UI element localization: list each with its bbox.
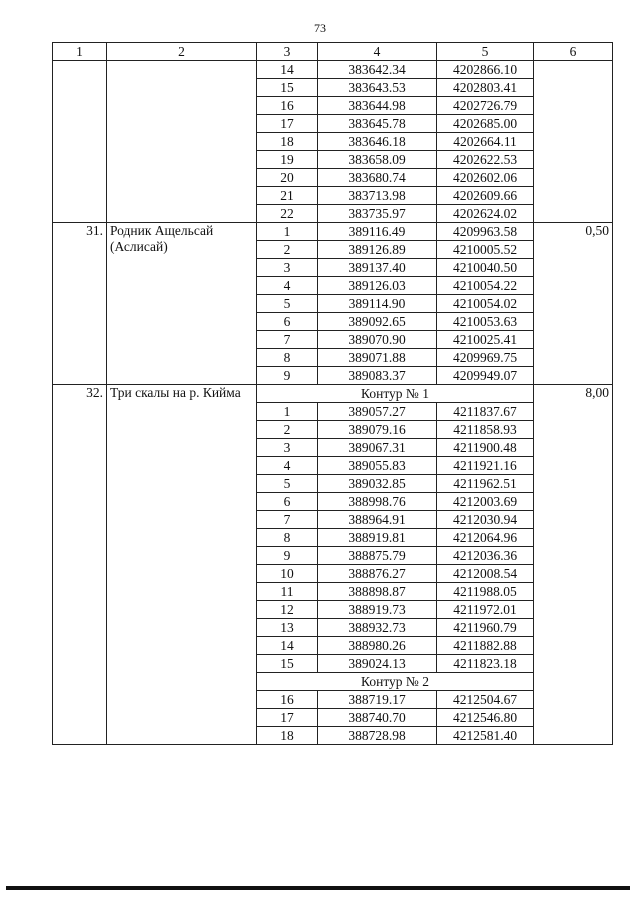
table-row xyxy=(53,223,613,241)
point-number: 2 xyxy=(257,421,318,439)
coordinate-y: 4202664.11 xyxy=(437,133,534,151)
coordinate-x: 389055.83 xyxy=(318,457,437,475)
page-number: 73 xyxy=(314,21,326,35)
coordinate-x: 389070.90 xyxy=(318,331,437,349)
coordinate-y: 4211921.16 xyxy=(437,457,534,475)
point-number: 4 xyxy=(257,277,318,295)
coordinate-x: 383680.74 xyxy=(318,169,437,187)
coordinate-x: 383735.97 xyxy=(318,205,437,223)
coordinate-x: 389083.37 xyxy=(318,367,437,385)
coordinate-x: 389032.85 xyxy=(318,475,437,493)
point-number: 3 xyxy=(257,259,318,277)
point-number: 13 xyxy=(257,619,318,637)
coordinate-y: 4212581.40 xyxy=(437,727,534,745)
coordinate-y: 4210054.02 xyxy=(437,295,534,313)
point-number: 7 xyxy=(257,331,318,349)
point-number: 10 xyxy=(257,565,318,583)
point-number: 2 xyxy=(257,241,318,259)
point-number: 1 xyxy=(257,223,318,241)
column-header-3: 3 xyxy=(257,43,318,61)
coordinate-y: 4210040.50 xyxy=(437,259,534,277)
coordinate-x: 388919.73 xyxy=(318,601,437,619)
point-number: 8 xyxy=(257,349,318,367)
point-number: 5 xyxy=(257,295,318,313)
coordinate-y: 4202685.00 xyxy=(437,115,534,133)
point-number: 22 xyxy=(257,205,318,223)
point-number: 21 xyxy=(257,187,318,205)
coordinate-y: 4202624.02 xyxy=(437,205,534,223)
point-number: 8 xyxy=(257,529,318,547)
coordinate-x: 388898.87 xyxy=(318,583,437,601)
coordinate-y: 4209949.07 xyxy=(437,367,534,385)
coordinate-y: 4202803.41 xyxy=(437,79,534,97)
point-number: 5 xyxy=(257,475,318,493)
coordinate-x: 388932.73 xyxy=(318,619,437,637)
point-number: 1 xyxy=(257,403,318,421)
coordinate-y: 4211882.88 xyxy=(437,637,534,655)
point-number: 19 xyxy=(257,151,318,169)
point-number: 9 xyxy=(257,367,318,385)
header-row xyxy=(53,43,613,61)
coordinate-x: 383642.34 xyxy=(318,61,437,79)
coordinate-x: 388875.79 xyxy=(318,547,437,565)
point-number: 14 xyxy=(257,61,318,79)
coordinate-y: 4211858.93 xyxy=(437,421,534,439)
contour-title: Контур № 1 xyxy=(257,385,534,403)
coordinate-x: 389126.03 xyxy=(318,277,437,295)
coordinate-y: 4210025.41 xyxy=(437,331,534,349)
entry-area: 0,50 xyxy=(534,223,613,385)
point-number: 20 xyxy=(257,169,318,187)
coordinate-y: 4212008.54 xyxy=(437,565,534,583)
point-number: 9 xyxy=(257,547,318,565)
point-number: 15 xyxy=(257,655,318,673)
coordinate-y: 4212036.36 xyxy=(437,547,534,565)
coordinate-x: 389137.40 xyxy=(318,259,437,277)
coordinate-x: 383646.18 xyxy=(318,133,437,151)
coordinate-y: 4211962.51 xyxy=(437,475,534,493)
coordinate-y: 4211960.79 xyxy=(437,619,534,637)
coordinate-y: 4202866.10 xyxy=(437,61,534,79)
coordinate-x: 388998.76 xyxy=(318,493,437,511)
coordinate-y: 4209963.58 xyxy=(437,223,534,241)
point-number: 18 xyxy=(257,727,318,745)
coordinate-y: 4210005.52 xyxy=(437,241,534,259)
entry-area: 8,00 xyxy=(534,385,613,745)
coordinate-y: 4211823.18 xyxy=(437,655,534,673)
coordinate-x: 383644.98 xyxy=(318,97,437,115)
entry-number: 31. xyxy=(53,223,107,385)
coordinate-y: 4209969.75 xyxy=(437,349,534,367)
area-cell xyxy=(534,61,613,223)
coordinate-y: 4202609.66 xyxy=(437,187,534,205)
coordinate-x: 388980.26 xyxy=(318,637,437,655)
coordinates-table xyxy=(52,42,613,745)
contour-title: Контур № 2 xyxy=(257,673,534,691)
point-number: 6 xyxy=(257,313,318,331)
coordinate-x: 389067.31 xyxy=(318,439,437,457)
point-number: 16 xyxy=(257,691,318,709)
coordinate-x: 388740.70 xyxy=(318,709,437,727)
column-header-4: 4 xyxy=(318,43,437,61)
column-header-2: 2 xyxy=(107,43,257,61)
coordinate-y: 4212030.94 xyxy=(437,511,534,529)
coordinate-x: 389071.88 xyxy=(318,349,437,367)
coordinate-x: 388728.98 xyxy=(318,727,437,745)
point-number: 15 xyxy=(257,79,318,97)
coordinate-y: 4212064.96 xyxy=(437,529,534,547)
table-row xyxy=(53,61,613,79)
coordinate-x: 383645.78 xyxy=(318,115,437,133)
coordinate-x: 389126.89 xyxy=(318,241,437,259)
coordinate-x: 383658.09 xyxy=(318,151,437,169)
column-header-5: 5 xyxy=(437,43,534,61)
point-number: 6 xyxy=(257,493,318,511)
entry-name: Три скалы на р. Кийма xyxy=(107,385,257,745)
point-number: 12 xyxy=(257,601,318,619)
coordinate-y: 4211972.01 xyxy=(437,601,534,619)
coordinate-y: 4212504.67 xyxy=(437,691,534,709)
coordinate-x: 389114.90 xyxy=(318,295,437,313)
coordinate-y: 4211837.67 xyxy=(437,403,534,421)
entry-number-cell xyxy=(53,61,107,223)
coordinate-x: 389057.27 xyxy=(318,403,437,421)
coordinate-y: 4202726.79 xyxy=(437,97,534,115)
entry-number: 32. xyxy=(53,385,107,745)
coordinate-y: 4202622.53 xyxy=(437,151,534,169)
entry-name-cell xyxy=(107,61,257,223)
coordinate-x: 389024.13 xyxy=(318,655,437,673)
coordinate-y: 4211988.05 xyxy=(437,583,534,601)
column-header-1: 1 xyxy=(53,43,107,61)
contour-row xyxy=(53,385,613,403)
coordinate-x: 383643.53 xyxy=(318,79,437,97)
point-number: 3 xyxy=(257,439,318,457)
coordinate-x: 389092.65 xyxy=(318,313,437,331)
point-number: 7 xyxy=(257,511,318,529)
coordinate-y: 4210054.22 xyxy=(437,277,534,295)
coordinate-x: 383713.98 xyxy=(318,187,437,205)
point-number: 18 xyxy=(257,133,318,151)
coordinate-y: 4212546.80 xyxy=(437,709,534,727)
coordinate-y: 4212003.69 xyxy=(437,493,534,511)
point-number: 16 xyxy=(257,97,318,115)
point-number: 17 xyxy=(257,709,318,727)
coordinate-y: 4202602.06 xyxy=(437,169,534,187)
entry-name: Родник Ащельсай (Аслисай) xyxy=(107,223,257,385)
coordinate-x: 388876.27 xyxy=(318,565,437,583)
point-number: 11 xyxy=(257,583,318,601)
point-number: 17 xyxy=(257,115,318,133)
column-header-6: 6 xyxy=(534,43,613,61)
bottom-rule xyxy=(6,886,630,890)
coordinate-y: 4210053.63 xyxy=(437,313,534,331)
coordinate-x: 389116.49 xyxy=(318,223,437,241)
point-number: 4 xyxy=(257,457,318,475)
coordinate-x: 388719.17 xyxy=(318,691,437,709)
point-number: 14 xyxy=(257,637,318,655)
coordinate-y: 4211900.48 xyxy=(437,439,534,457)
coordinate-x: 388919.81 xyxy=(318,529,437,547)
coordinate-x: 389079.16 xyxy=(318,421,437,439)
coordinate-x: 388964.91 xyxy=(318,511,437,529)
